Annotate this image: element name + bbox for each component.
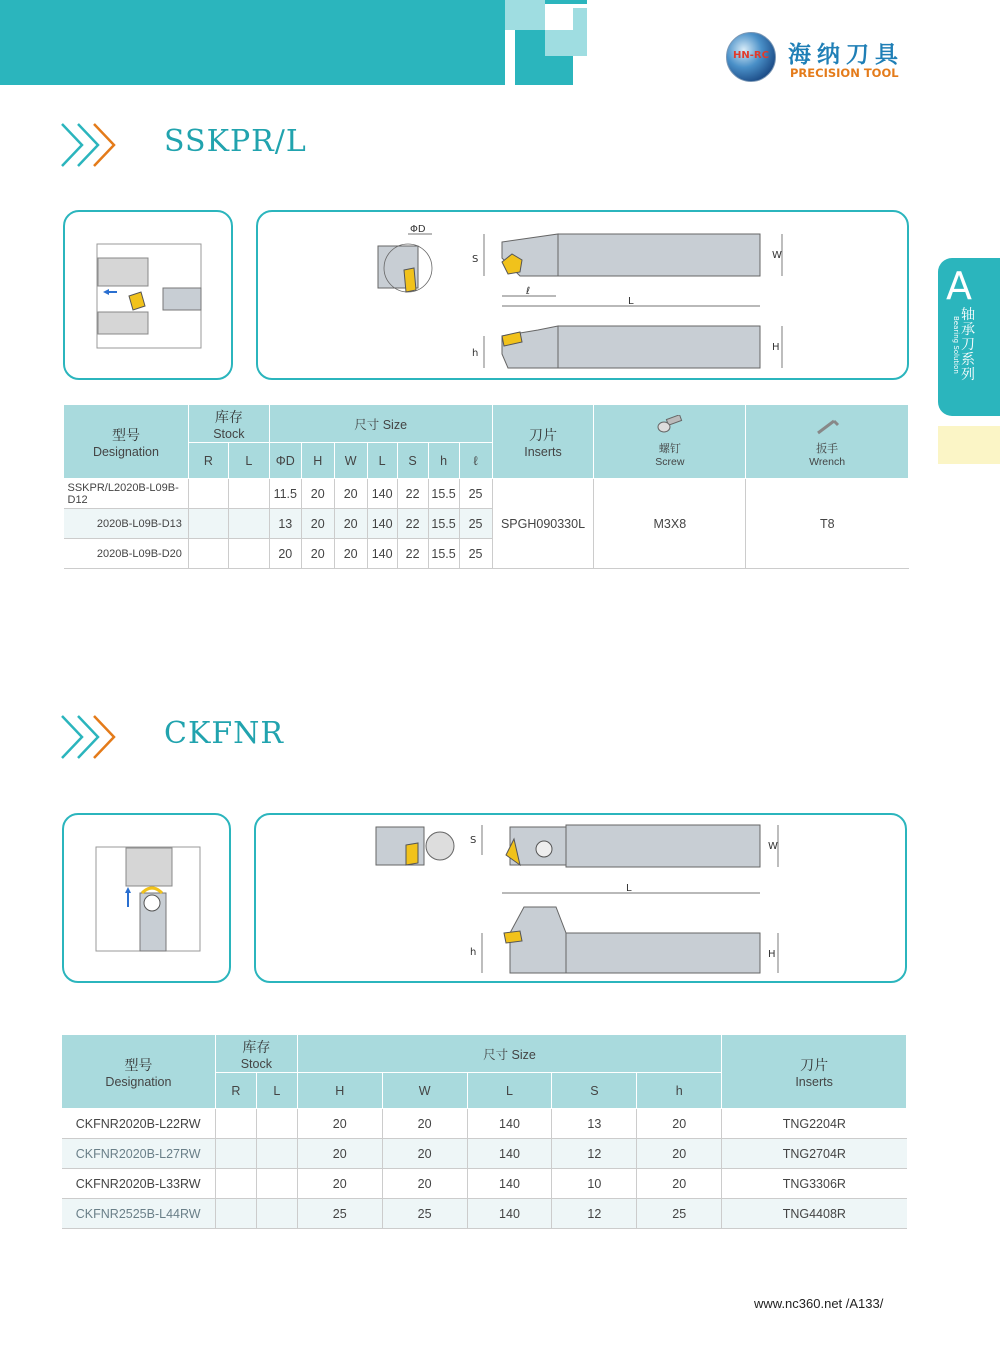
header-designation: 型号 Designation (62, 1035, 216, 1109)
subheader-r: R (215, 1073, 256, 1109)
header-decoration (505, 0, 545, 30)
table-row: 2020B-L09B-D13 13 20 20 140 22 15.5 25 (64, 509, 909, 539)
screw-cell: M3X8 (594, 479, 746, 569)
ckfnr-dimension-drawing (256, 815, 909, 985)
subheader-length: L (467, 1073, 552, 1109)
subheader-h: h (637, 1073, 722, 1109)
header-stock: 库存 Stock (215, 1035, 297, 1073)
header-decoration (545, 30, 573, 56)
logo-english-name: PRECISION TOOL (790, 66, 899, 80)
ckfnr-spec-table (61, 1034, 907, 1229)
header-decoration (515, 30, 545, 85)
dimension-drawing-box (254, 813, 907, 983)
section-chevron-icon (60, 122, 120, 168)
logo-chinese-name: 海纳刀具 (788, 42, 904, 68)
logo-globe-text: HN-RC (733, 50, 769, 61)
header-inserts: 刀片 Inserts (492, 405, 594, 479)
label-h: h (470, 947, 477, 958)
footer-page-reference: www.nc360.net /A133/ (754, 1296, 884, 1311)
chapter-tab (938, 258, 1000, 416)
dimension-drawing-box (256, 210, 909, 380)
label-w: W (768, 841, 778, 852)
subheader-w: W (334, 443, 367, 479)
subheader-h-upper: H (301, 443, 334, 479)
subheader-s: S (397, 443, 428, 479)
company-logo (726, 32, 916, 88)
table-row: SSKPR/L2020B-L09B-D12 11.5 20 20 140 22 15.5 25 SPGH090330L M3X8 T8 (64, 479, 909, 509)
label-h: h (472, 348, 479, 359)
grooving-application-diagram (64, 815, 233, 985)
section-title-ckfnr: CKFNR (164, 716, 285, 751)
label-l: L (626, 883, 632, 894)
label-l: L (628, 296, 634, 307)
subheader-l: L (228, 443, 269, 479)
subheader-phid: ΦD (269, 443, 301, 479)
table-row: 2020B-L09B-D20 20 20 20 140 22 15.5 25 (64, 539, 909, 569)
application-diagram-box (62, 813, 231, 983)
section-chevron-icon (60, 714, 120, 760)
header-screw: 螺钉 Screw (594, 405, 746, 479)
insert-cell: SPGH090330L (492, 479, 594, 569)
chapter-english-label: Bearing Solution (952, 316, 960, 374)
header-size: 尺寸 Size (269, 405, 492, 443)
screw-icon (655, 415, 685, 437)
chapter-chinese-label: 轴承刀系列 (961, 307, 975, 383)
wrench-cell: T8 (746, 479, 909, 569)
subheader-h: h (428, 443, 459, 479)
label-s: S (472, 254, 479, 265)
header-size: 尺寸 Size (297, 1035, 721, 1073)
header-stock: 库存 Stock (188, 405, 269, 443)
section-title-sskpr: SSKPR/L (164, 124, 307, 159)
sskpr-spec-table (63, 404, 909, 569)
subheader-l: L (256, 1073, 297, 1109)
header-bar (0, 0, 505, 85)
label-phi-d: ΦD (410, 224, 426, 235)
subheader-s: S (552, 1073, 637, 1109)
table-row: CKFNR2020B-L22RW 20 20 140 13 20 TNG2204R (62, 1109, 907, 1139)
label-ell: ℓ (526, 286, 531, 297)
chapter-letter: A (946, 264, 972, 308)
header-decoration (573, 8, 587, 56)
subheader-r: R (188, 443, 228, 479)
sskpr-dimension-drawing (258, 212, 911, 382)
chapter-tab-next (938, 426, 1000, 464)
label-w: W (772, 250, 782, 261)
label-s: S (470, 835, 477, 846)
subheader-length: L (367, 443, 397, 479)
header-inserts: 刀片 Inserts (722, 1035, 907, 1109)
table-row: CKFNR2525B-L44RW 25 25 140 12 25 TNG4408R (62, 1199, 907, 1229)
label-h-upper: H (772, 342, 780, 353)
wrench-icon (812, 415, 842, 437)
header-decoration (545, 56, 573, 85)
table-row: CKFNR2020B-L27RW 20 20 140 12 20 TNG2704R (62, 1139, 907, 1169)
application-diagram-box (63, 210, 233, 380)
header-designation: 型号 Designation (64, 405, 189, 479)
boring-application-diagram (65, 212, 235, 382)
header-wrench: 扳手 Wrench (746, 405, 909, 479)
label-h-upper: H (768, 949, 776, 960)
subheader-h-upper: H (297, 1073, 382, 1109)
subheader-w: W (382, 1073, 467, 1109)
subheader-ell: ℓ (459, 443, 492, 479)
table-row: CKFNR2020B-L33RW 20 20 140 10 20 TNG3306R (62, 1169, 907, 1199)
